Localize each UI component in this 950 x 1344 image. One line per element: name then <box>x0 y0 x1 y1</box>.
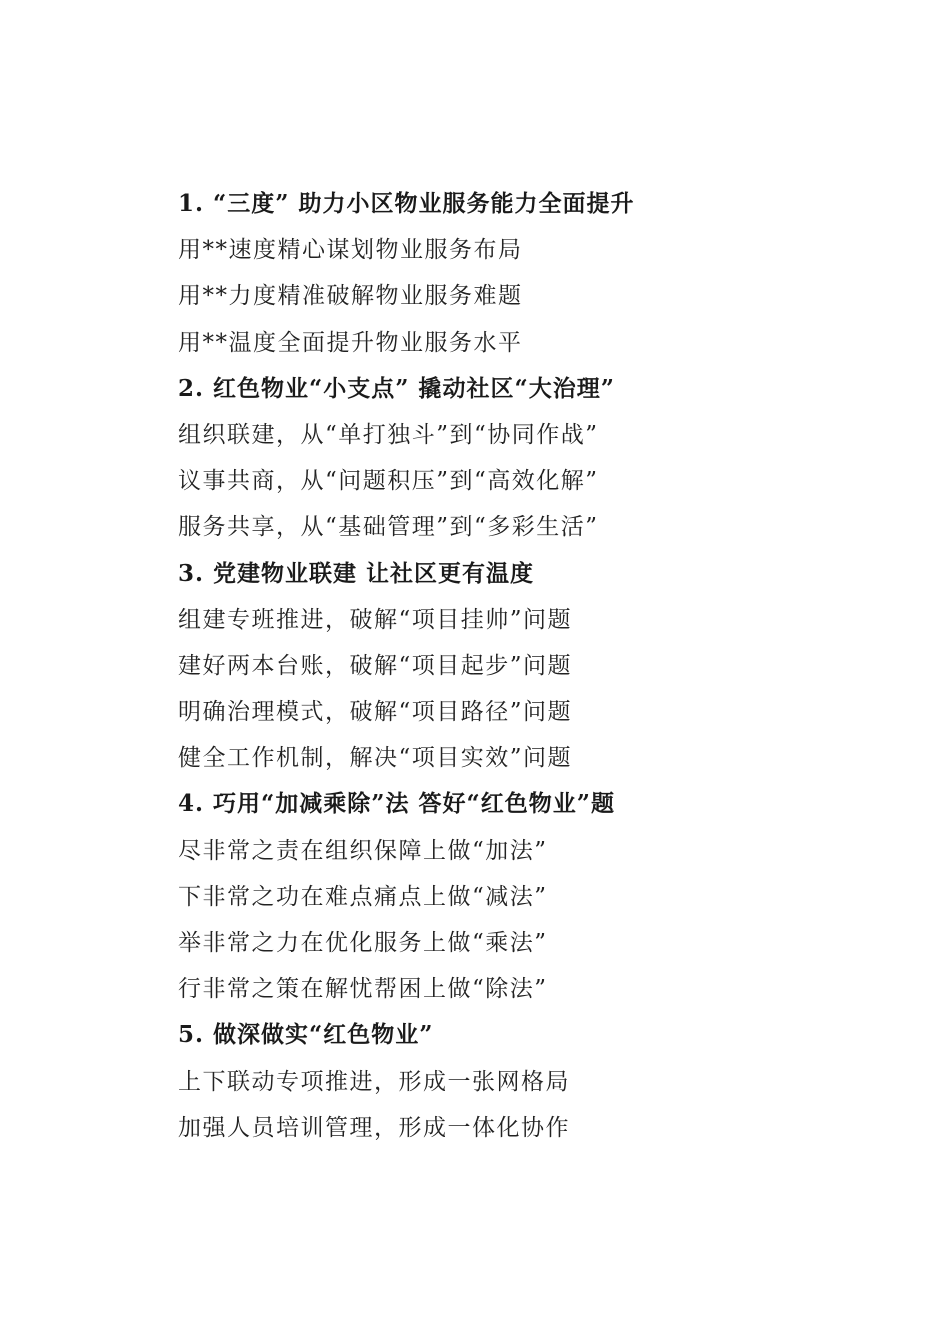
outline-item: 举非常之力在优化服务上做“乘法” <box>178 930 548 956</box>
outline-item: 尽非常之责在组织保障上做“加法” <box>178 837 548 864</box>
outline-item: 用**力度精准破解物业服务难题 <box>178 283 523 310</box>
outline-item: 行非常之策在解忧帮困上做“除法” <box>178 976 548 1003</box>
outline-item: 健全工作机制，解决“项目实效”问题 <box>178 745 573 772</box>
section-heading: 1. “三度” 助力小区物业服务能力全面提升 <box>178 190 635 217</box>
outline-item: 上下联动专项推进，形成一张网格局 <box>178 1068 570 1095</box>
outline-item: 加强人员培训管理，形成一体化协作 <box>178 1114 570 1141</box>
section-heading: 3. 党建物业联建 让社区更有温度 <box>178 559 535 587</box>
outline-item: 组建专班推进，破解“项目挂帅”问题 <box>178 606 573 633</box>
outline-item: 用**速度精心谋划物业服务布局 <box>178 237 523 264</box>
outline-item: 下非常之功在难点痛点上做“减法” <box>178 883 548 910</box>
outline-item: 建好两本台账，破解“项目起步”问题 <box>178 652 573 679</box>
outline-item: 用**温度全面提升物业服务水平 <box>178 329 523 356</box>
section-heading: 4. 巧用“加减乘除”法 答好“红色物业”题 <box>178 790 615 818</box>
section-heading: 5. 做深做实“红色物业” <box>178 1021 434 1049</box>
outline-item: 议事共商，从“问题积压”到“高效化解” <box>178 468 599 495</box>
outline-item: 明确治理模式，破解“项目路径”问题 <box>178 699 573 726</box>
outline-item: 组织联建，从“单打独斗”到“协同作战” <box>178 421 599 448</box>
section-heading: 2. 红色物业“小支点” 撬动社区“大治理” <box>178 374 615 402</box>
outline-list <box>178 181 738 1151</box>
outline-item: 服务共享，从“基础管理”到“多彩生活” <box>178 514 599 541</box>
